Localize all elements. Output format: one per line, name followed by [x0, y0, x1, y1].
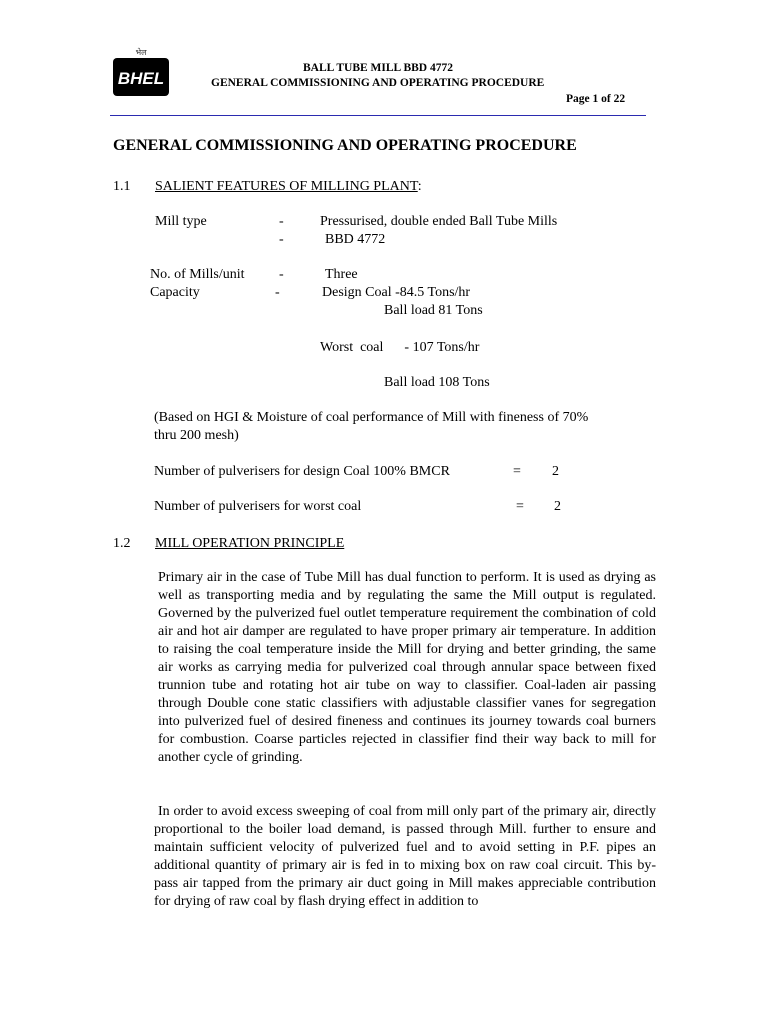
section-heading-1-1	[155, 178, 422, 196]
dash: -	[275, 285, 280, 300]
dash: -	[279, 267, 284, 282]
header-doc-subtitle: GENERAL COMMISSIONING AND OPERATING PROCEDURE	[211, 77, 545, 89]
paragraph-principle-1: Primary air in the case of Tube Mill has dual function to perform. It is used as drying as well as transporting media and by regulating the same the Mill output is regulated. Governed by the pulverized fuel outlet temperature requirement the combination of cold air and hot air damper are regulated to have proper primary air temperature. In addition to raising the coal temperature inside the Mill for drying and better grinding, the same air works as carrying media for pulverized coal through annular space between fixed trunnion tube and rotating hot air tube on way to classifier. Coal-laden air passing through Double cone static classifiers with adjustable classifier vanes for segregation into pulverized fuel of desired fineness and continues its journey towards coal burners for combustion. Coarse particles rejected in classifier find their way back to mill for another cycle of grinding.	[158, 570, 656, 765]
pulverisers-worst-label: Number of pulverisers for worst coal	[154, 499, 362, 514]
pulverisers-design-label: Number of pulverisers for design Coal 100% BMCR	[154, 464, 450, 479]
dash: -	[279, 214, 284, 229]
mill-model-value: BBD 4772	[325, 232, 386, 247]
capacity-design-coal: Design Coal -84.5 Tons/hr	[322, 285, 471, 300]
capacity-worst-coal: Worst coal - 107 Tons/hr	[320, 340, 480, 355]
section-heading-1-1-colon: :	[417, 179, 422, 194]
header-doc-title: BALL TUBE MILL BBD 4772	[303, 62, 453, 74]
ball-load-worst: Ball load 108 Tons	[384, 375, 490, 390]
pulverisers-worst-value: 2	[554, 499, 561, 514]
header-rule	[110, 115, 646, 116]
dash: -	[279, 232, 284, 247]
page-title: GENERAL COMMISSIONING AND OPERATING PROCEDURE	[113, 137, 577, 154]
mill-type-value: Pressurised, double ended Ball Tube Mills	[320, 214, 558, 229]
section-heading-1-1-text: SALIENT FEATURES OF MILLING PLANT	[155, 179, 418, 194]
ball-load-design: Ball load 81 Tons	[384, 303, 483, 318]
section-heading-1-2: MILL OPERATION PRINCIPLE	[155, 536, 345, 551]
capacity-label: Capacity	[150, 285, 200, 300]
pulverisers-design-value: 2	[552, 464, 559, 479]
equals-sign: =	[513, 464, 521, 479]
note-line-2: thru 200 mesh)	[154, 428, 239, 443]
mills-per-unit-value: Three	[325, 267, 358, 282]
section-number-1-1: 1.1	[113, 179, 131, 194]
page-number: Page 1 of 22	[566, 93, 626, 105]
logo-hindi-text: भेल	[135, 48, 147, 57]
mill-type-label: Mill type	[155, 214, 207, 229]
note-line-1: (Based on HGI & Moisture of coal performance of Mill with fineness of 70%	[154, 410, 589, 425]
mills-per-unit-label: No. of Mills/unit	[150, 267, 245, 282]
section-number-1-2: 1.2	[113, 536, 131, 551]
bhel-logo	[111, 46, 171, 98]
paragraph-principle-2: In order to avoid excess sweeping of coal from mill only part of the primary air, directly proportional to the boiler load demand, is passed through Mill. further to ensure and maintain sufficient velocity of pulverized fuel and to avoid setting in P.F. pipes an additional quantity of primary air is fed in to mixing box on raw coal circuit. This by-pass air tapped from the primary air duct going in Mill makes appreciable contribution for drying of raw coal by flash drying effect in addition to	[154, 804, 656, 909]
logo-text: BHEL	[117, 69, 165, 88]
equals-sign: =	[516, 499, 524, 514]
